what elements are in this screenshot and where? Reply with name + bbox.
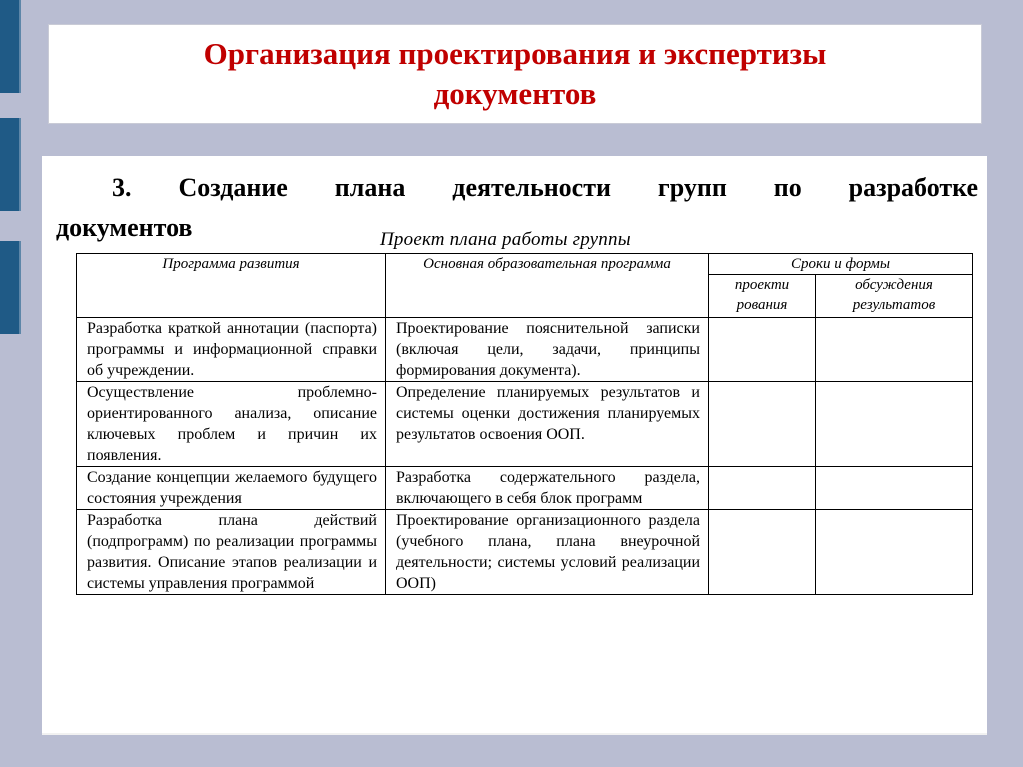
- cell-design: [709, 382, 816, 467]
- table-caption: Проект плана работы группы: [380, 229, 631, 250]
- header-design: проекти рования: [709, 275, 816, 318]
- cell-program: Осуществление проблемно-ориентированного анализа, описание ключевых проблем и причин их появления.: [77, 382, 386, 467]
- heading-word: разработке: [848, 173, 978, 202]
- table-header-row: [77, 254, 973, 275]
- header-discussion: обсуждения результатов: [816, 275, 973, 318]
- table-row: [77, 467, 973, 510]
- cell-oop: Определение планируемых результатов и системы оценки достижения планируемых результатов освоения ООП.: [386, 382, 709, 467]
- heading-word: деятельности: [452, 173, 611, 202]
- slide-title: Организация проектирования и экспертизы документов: [203, 36, 827, 111]
- side-tab-decoration: [0, 118, 21, 211]
- header-oop: Основная образовательная программа: [386, 254, 709, 318]
- cell-oop: Разработка содержательного раздела, включающего в себя блок программ: [386, 467, 709, 510]
- cell-design: [709, 318, 816, 382]
- heading-word: Создание: [178, 173, 288, 202]
- heading-word: плана: [334, 173, 406, 202]
- title-panel: [48, 24, 982, 124]
- table-row: [77, 382, 973, 467]
- header-program: Программа развития: [77, 254, 386, 318]
- plan-table: [76, 253, 973, 595]
- heading-number: 3.: [112, 173, 132, 202]
- header-terms: Сроки и формы: [709, 254, 973, 275]
- cell-program: Разработка краткой аннотации (паспорта) программы и информационной справки об учреждении.: [77, 318, 386, 382]
- heading-word: групп: [657, 173, 727, 202]
- side-tab-decoration: [0, 241, 21, 334]
- side-tab-decoration: [0, 0, 21, 93]
- cell-program: Разработка плана действий (подпрограмм) по реализации программы развития. Описание этапов реализации и системы управления программой: [77, 510, 386, 595]
- cell-discussion: [816, 510, 973, 595]
- cell-discussion: [816, 318, 973, 382]
- cell-design: [709, 510, 816, 595]
- cell-discussion: [816, 467, 973, 510]
- heading-word: по: [773, 173, 802, 202]
- heading-line-1: [56, 168, 978, 208]
- cell-discussion: [816, 382, 973, 467]
- cell-oop: Проектирование пояснительной записки (включая цели, задачи, принципы формирования документа).: [386, 318, 709, 382]
- cell-program: Создание концепции желаемого будущего состояния учреждения: [77, 467, 386, 510]
- table-row: [77, 510, 973, 595]
- cell-design: [709, 467, 816, 510]
- heading-line-2: документов: [56, 213, 193, 242]
- cell-oop: Проектирование организационного раздела (учебного плана, плана внеурочной деятельности; системы условий реализации ООП): [386, 510, 709, 595]
- table-row: [77, 318, 973, 382]
